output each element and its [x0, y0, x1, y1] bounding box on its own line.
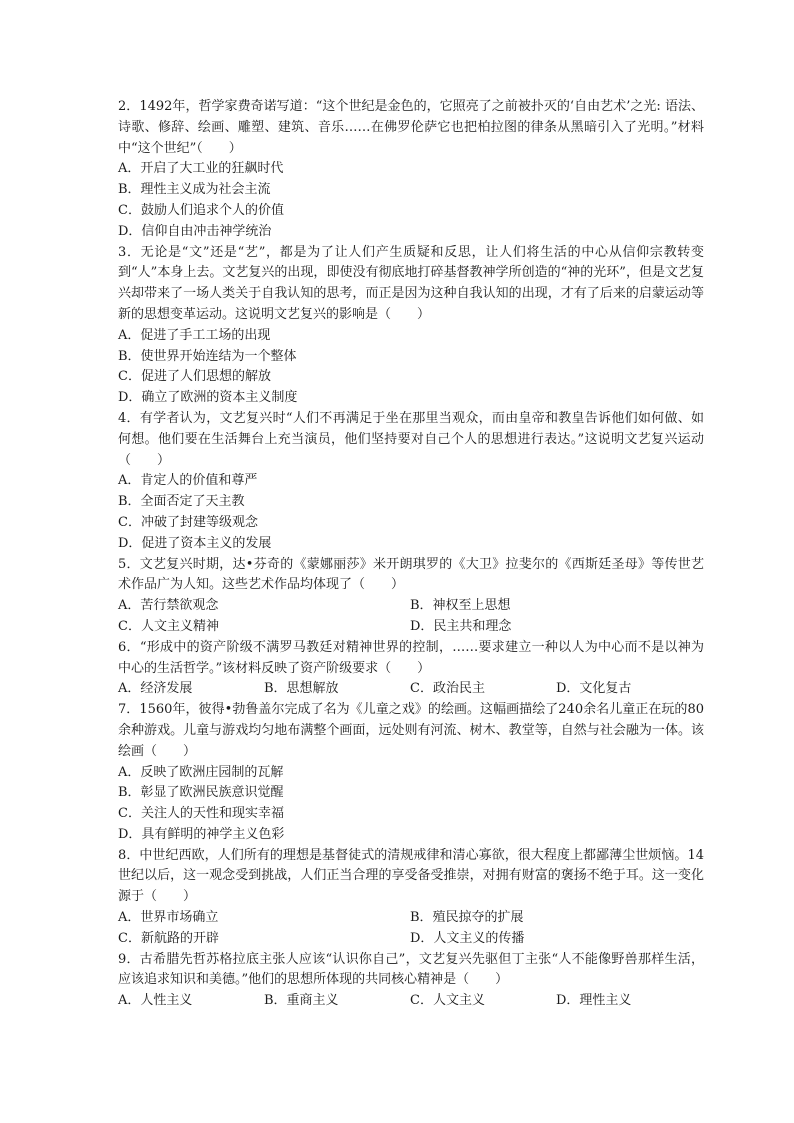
option-b: B．重商主义	[264, 993, 339, 1009]
question-stem: 3．无论是“文”还是“艺”，都是为了让人们产生质疑和反思，让人们将生活的中心从信仰宗教转变到“人”本身上去。文艺复兴的出现，即使没有彻底地打碎基督教神学所创造的“神的光环”，但是文艺复兴却带来了一场人类关于自我认知的思考，而正是因为这种自我认知的出现，才有了后来的启蒙运动等新的思想变革运动。这说明文艺复兴的影响是（ ）	[118, 244, 704, 322]
option-c: C．促进了人们思想的解放	[118, 369, 271, 385]
question-stem: 6．“形成中的资产阶级不满罗马教廷对精神世界的控制，……要求建立一种以人为中心而不是以神为中心的生活哲学。”该材料反映了资产阶级要求（ ）	[118, 639, 704, 676]
option-row	[118, 679, 704, 700]
option-b: B．使世界开始连结为一个整体	[118, 348, 297, 364]
question-4	[118, 409, 704, 555]
option-c: C．政治民主	[410, 681, 485, 697]
question-3	[118, 243, 704, 409]
option-d: D．民主共和理念	[410, 618, 512, 634]
option-b: B．全面否定了天主教	[118, 494, 245, 510]
question-5	[118, 555, 704, 638]
option-a: A．经济发展	[118, 681, 193, 697]
option-a: A．苦行禁欲观念	[118, 598, 219, 614]
option-row	[118, 908, 704, 929]
option-d: D．具有鲜明的神学主义色彩	[118, 826, 285, 842]
option-d: D．理性主义	[556, 993, 632, 1009]
option-c: C．人文主义	[410, 993, 485, 1009]
option-d: D．信仰自由冲击神学统治	[118, 223, 272, 239]
option-row	[118, 596, 704, 617]
question-8	[118, 846, 704, 950]
question-stem: 9．古希腊先哲苏格拉底主张人应该“认识你自己”，文艺复兴先驱但丁主张“人不能像野兽那样生活，应该追求知识和美德。”他们的思想所体现的共同核心精神是（ ）	[118, 951, 704, 988]
option-c: C．冲破了封建等级观念	[118, 514, 258, 530]
option-b: B．神权至上思想	[410, 598, 511, 614]
option-row	[118, 929, 704, 950]
option-c: C．关注人的天性和现实幸福	[118, 806, 284, 822]
option-b: B．殖民掠夺的扩展	[410, 910, 524, 926]
option-c: C．新航路的开辟	[118, 930, 219, 946]
option-a: A．促进了手工工场的出现	[118, 327, 271, 343]
question-stem: 5．文艺复兴时期，达•芬奇的《蒙娜丽莎》米开朗琪罗的《大卫》拉斐尔的《西斯廷圣母》等传世艺术作品广为人知。这些艺术作品均体现了（ ）	[118, 556, 704, 593]
option-a: A．开启了大工业的狂飙时代	[118, 161, 284, 177]
option-a: A．肯定人的价值和尊严	[118, 473, 258, 489]
question-7	[118, 700, 704, 846]
option-d: D．文化复古	[556, 681, 632, 697]
question-6	[118, 638, 704, 700]
question-stem: 2．1492年，哲学家费奇诺写道：“这个世纪是金色的，它照亮了之前被扑灭的‘自由艺术’之光: 语法、诗歌、修辞、绘画、雕塑、建筑、音乐……在佛罗伦萨它也把柏拉图的律条从黑暗引入了光明。”材料中“这个世纪”（ ）	[118, 99, 704, 156]
option-d: D．促进了资本主义的发展	[118, 535, 272, 551]
option-a: A．反映了欧洲庄园制的瓦解	[118, 764, 284, 780]
option-d: D．人文主义的传播	[410, 930, 525, 946]
option-row	[118, 617, 704, 638]
option-b: B．彰显了欧洲民族意识觉醒	[118, 785, 284, 801]
option-c: C．鼓励人们追求个人的价值	[118, 202, 284, 218]
question-stem: 8．中世纪西欧，人们所有的理想是基督徒式的清规戒律和清心寡欲，很大程度上都鄙薄尘世烦恼。14世纪以后，这一观念受到挑战，人们正当合理的享受备受推崇，对拥有财富的褒扬不绝于耳。这一变化源于（ ）	[118, 847, 704, 905]
question-2	[118, 97, 704, 243]
option-b: B．理性主义成为社会主流	[118, 182, 271, 198]
question-stem: 7．1560年，彼得•勃鲁盖尔完成了名为《儿童之戏》的绘画。这幅画描绘了240余名儿童正在玩的80余种游戏。儿童与游戏均匀地布满整个画面，远处则有河流、树木、教堂等，自然与社会融为一体。该绘画（ ）	[118, 702, 704, 759]
option-d: D．确立了欧洲的资本主义制度	[118, 390, 298, 406]
option-b: B．思想解放	[264, 681, 339, 697]
question-9	[118, 950, 704, 1012]
option-a: A．世界市场确立	[118, 910, 219, 926]
option-row	[118, 991, 704, 1012]
question-stem: 4．有学者认为，文艺复兴时“人们不再满足于坐在那里当观众，而由皇帝和教皇告诉他们如何做、如何想。他们要在生活舞台上充当演员，他们坚持要对自己个人的思想进行表达。”这说明文艺复兴运动（ ）	[118, 410, 704, 468]
option-c: C．人文主义精神	[118, 618, 219, 634]
option-a: A．人性主义	[118, 993, 193, 1009]
